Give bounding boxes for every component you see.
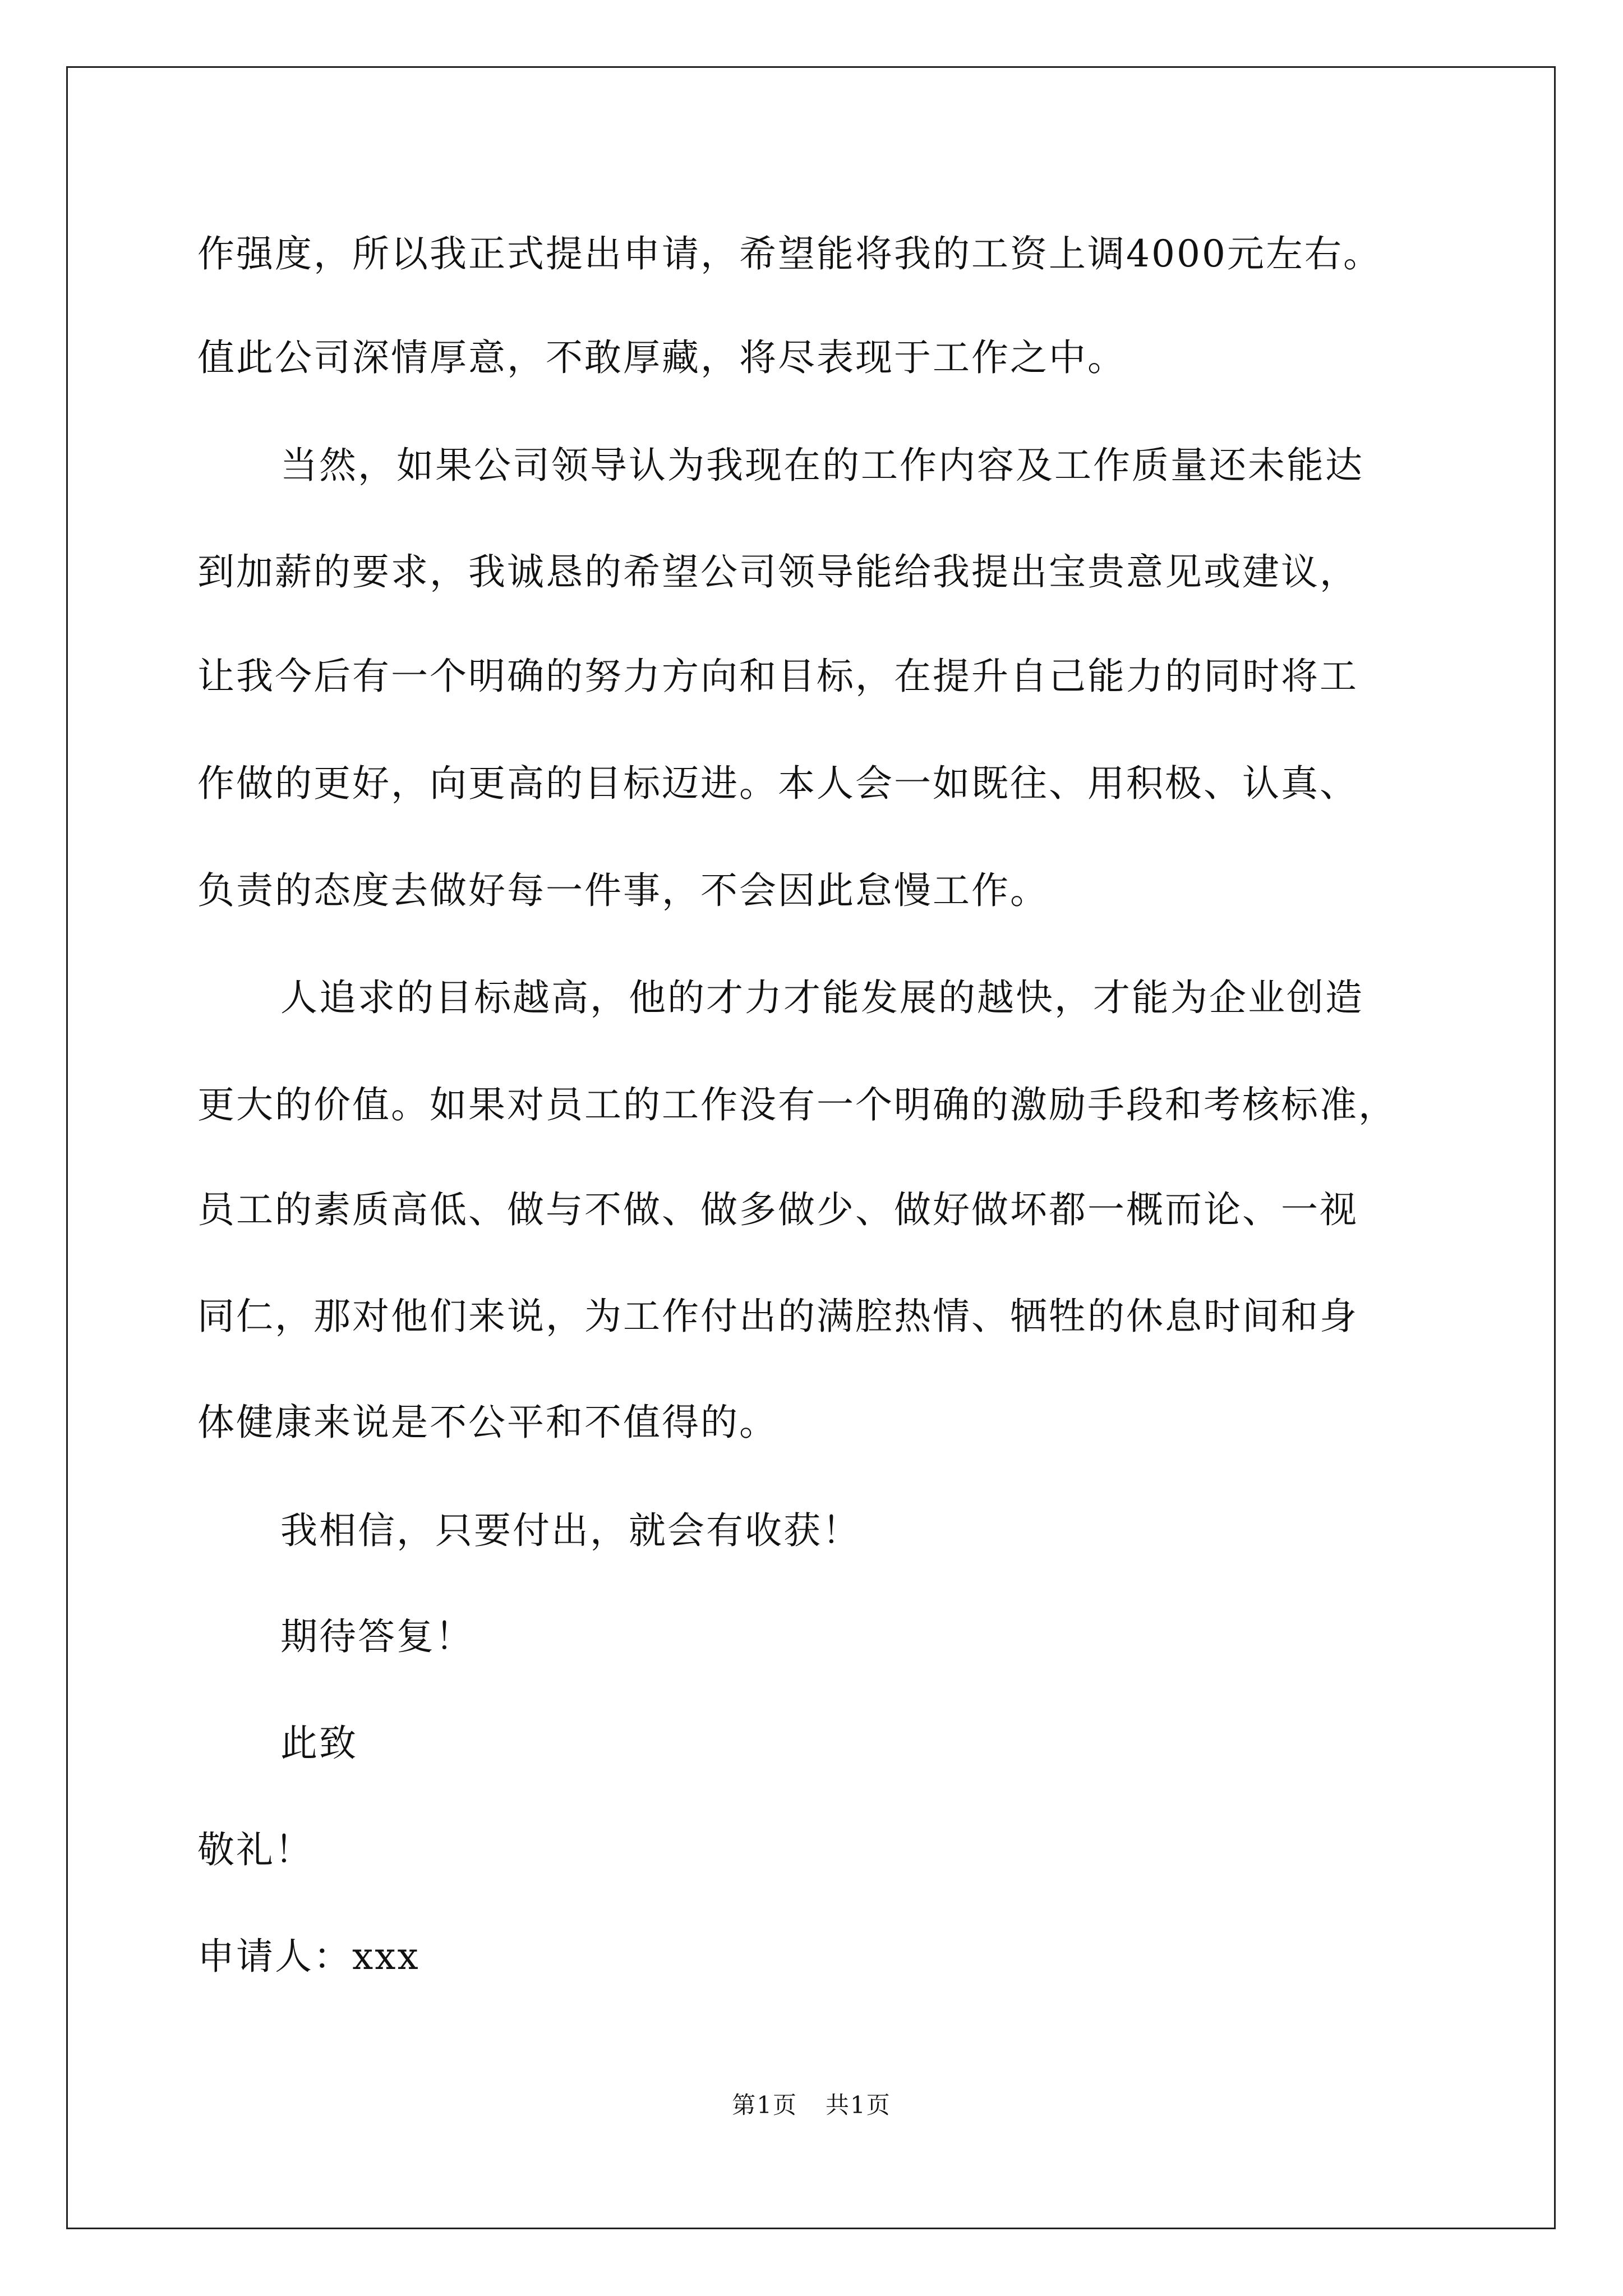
- body-line-1: 作强度，所以我正式提出申请，希望能将我的工资上调4000元左右。: [197, 232, 1382, 275]
- body-line-12: 体健康来说是不公平和不值得的。: [197, 1401, 778, 1444]
- closing-cizhi: 此致: [280, 1722, 358, 1765]
- body-line-6: 作做的更好，向更高的目标迈进。本人会一如既往、用积极、认真、: [197, 762, 1358, 805]
- body-line-7: 负责的态度去做好每一件事，不会因此怠慢工作。: [197, 869, 1049, 912]
- page-number-current: 第1页: [732, 2091, 797, 2119]
- body-line-8: 人追求的目标越高，他的才力才能发展的越快，才能为企业创造: [280, 976, 1364, 1019]
- page-footer: [0, 2091, 1623, 2119]
- body-line-3: 当然，如果公司领导认为我现在的工作内容及工作质量还未能达: [280, 444, 1364, 487]
- body-line-9: 更大的价值。如果对员工的工作没有一个明确的激励手段和考核标准，: [197, 1083, 1397, 1126]
- body-line-2: 值此公司深情厚意，不敢厚藏，将尽表现于工作之中。: [197, 336, 1126, 379]
- applicant-signature: 申请人：xxx: [197, 1935, 420, 1978]
- body-line-11: 同仁，那对他们来说，为工作付出的满腔热情、牺牲的休息时间和身: [197, 1295, 1358, 1338]
- body-line-13: 我相信，只要付出，就会有收获！: [280, 1509, 861, 1552]
- page-number-total: 共1页: [826, 2091, 891, 2119]
- body-line-14: 期待答复！: [280, 1615, 474, 1658]
- body-line-4: 到加薪的要求，我诚恳的希望公司领导能给我提出宝贵意见或建议，: [197, 550, 1358, 593]
- body-line-5: 让我今后有一个明确的努力方向和目标，在提升自己能力的同时将工: [197, 655, 1358, 698]
- page-border: [66, 66, 1556, 2229]
- body-line-10: 员工的素质高低、做与不做、做多做少、做好做坏都一概而论、一视: [197, 1188, 1358, 1231]
- closing-jingli: 敬礼！: [197, 1828, 313, 1871]
